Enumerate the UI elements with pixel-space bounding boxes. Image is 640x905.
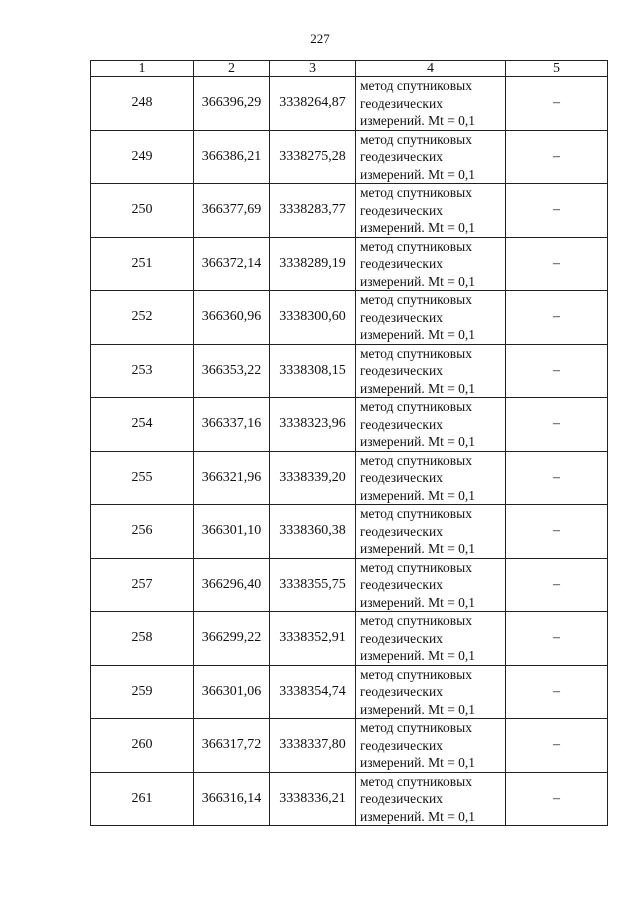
y-coordinate-cell: 3338336,21	[270, 772, 356, 826]
note-cell: –	[506, 558, 608, 612]
x-coordinate-cell: 366321,96	[194, 451, 270, 505]
table-row	[91, 184, 608, 238]
x-coordinate-cell: 366296,40	[194, 558, 270, 612]
method-cell	[356, 291, 506, 345]
method-text-line: метод спутниковых	[360, 238, 472, 254]
method-text-line: геодезических	[360, 202, 443, 218]
method-text-line: метод спутниковых	[360, 773, 472, 789]
method-text-line: геодезических	[360, 737, 443, 753]
method-cell	[356, 665, 506, 719]
header-col-4: 4	[356, 61, 506, 77]
y-coordinate-cell: 3338283,77	[270, 184, 356, 238]
table-row	[91, 344, 608, 398]
point-number-cell: 259	[91, 665, 194, 719]
note-cell: –	[506, 77, 608, 131]
x-coordinate-cell: 366301,10	[194, 505, 270, 559]
table-row	[91, 612, 608, 666]
table-row	[91, 505, 608, 559]
method-text-line: измерений. Mt = 0,1	[360, 755, 476, 770]
method-text-line: метод спутниковых	[360, 666, 472, 682]
point-number-cell: 249	[91, 130, 194, 184]
method-text-line: метод спутниковых	[360, 506, 472, 521]
method-text-line: геодезических	[360, 791, 443, 806]
method-text-line: геодезических	[360, 416, 443, 432]
method-text-line: метод спутниковых	[360, 345, 472, 361]
method-cell	[356, 719, 506, 773]
table-body	[91, 77, 608, 826]
method-text-line: измерений. Mt = 0,1	[360, 487, 476, 503]
method-cell	[356, 130, 506, 184]
note-cell: –	[506, 237, 608, 291]
y-coordinate-cell: 3338339,20	[270, 451, 356, 505]
y-coordinate-cell: 3338264,87	[270, 77, 356, 131]
method-text-line: метод спутниковых	[360, 613, 472, 628]
y-coordinate-cell: 3338355,75	[270, 558, 356, 612]
method-cell	[356, 612, 506, 666]
x-coordinate-cell: 366299,22	[194, 612, 270, 666]
method-text-line: метод спутниковых	[360, 292, 472, 307]
x-coordinate-cell: 366396,29	[194, 77, 270, 131]
point-number-cell: 257	[91, 558, 194, 612]
method-text-line: геодезических	[360, 363, 443, 378]
point-number-cell: 253	[91, 344, 194, 398]
point-number-cell: 251	[91, 237, 194, 291]
method-cell	[356, 505, 506, 559]
table-row	[91, 237, 608, 291]
method-cell	[356, 344, 506, 398]
y-coordinate-cell: 3338323,96	[270, 398, 356, 452]
y-coordinate-cell: 3338352,91	[270, 612, 356, 666]
point-number-cell: 254	[91, 398, 194, 452]
method-text-line: геодезических	[360, 630, 443, 646]
header-col-5: 5	[506, 61, 608, 77]
method-text-line: геодезических	[360, 684, 443, 699]
table-row	[91, 77, 608, 131]
method-text-line: геодезических	[360, 95, 443, 111]
note-cell: –	[506, 398, 608, 452]
y-coordinate-cell: 3338308,15	[270, 344, 356, 398]
point-number-cell: 250	[91, 184, 194, 238]
point-number-cell: 260	[91, 719, 194, 773]
x-coordinate-cell: 366360,96	[194, 291, 270, 345]
method-cell	[356, 237, 506, 291]
note-cell: –	[506, 130, 608, 184]
coordinates-table	[90, 60, 608, 826]
header-col-2: 2	[194, 61, 270, 77]
note-cell: –	[506, 719, 608, 773]
note-cell: –	[506, 665, 608, 719]
y-coordinate-cell: 3338354,74	[270, 665, 356, 719]
y-coordinate-cell: 3338289,19	[270, 237, 356, 291]
x-coordinate-cell: 366386,21	[194, 130, 270, 184]
point-number-cell: 248	[91, 77, 194, 131]
header-col-3: 3	[270, 61, 356, 77]
header-row	[91, 61, 608, 77]
y-coordinate-cell: 3338360,38	[270, 505, 356, 559]
note-cell: –	[506, 505, 608, 559]
method-cell	[356, 398, 506, 452]
table-row	[91, 451, 608, 505]
x-coordinate-cell: 366372,14	[194, 237, 270, 291]
method-text-line: измерений. Mt = 0,1	[360, 220, 476, 235]
note-cell: –	[506, 451, 608, 505]
page-number: 227	[310, 31, 330, 46]
method-cell	[356, 77, 506, 131]
method-text-line: геодезических	[360, 470, 443, 485]
point-number-cell: 256	[91, 505, 194, 559]
table-row	[91, 291, 608, 345]
method-cell	[356, 184, 506, 238]
method-text-line: геодезических	[360, 149, 443, 164]
method-cell	[356, 772, 506, 826]
table-row	[91, 772, 608, 826]
method-text-line: метод спутниковых	[360, 720, 472, 735]
method-text-line: измерений. Mt = 0,1	[360, 166, 476, 182]
method-text-line: измерений. Mt = 0,1	[360, 113, 476, 128]
method-cell	[356, 451, 506, 505]
y-coordinate-cell: 3338337,80	[270, 719, 356, 773]
x-coordinate-cell: 366337,16	[194, 398, 270, 452]
note-cell: –	[506, 184, 608, 238]
method-text-line: метод спутниковых	[360, 399, 472, 414]
table-row	[91, 558, 608, 612]
y-coordinate-cell: 3338300,60	[270, 291, 356, 345]
note-cell: –	[506, 291, 608, 345]
method-text-line: измерений. Mt = 0,1	[360, 273, 476, 289]
method-text-line: метод спутниковых	[360, 185, 472, 200]
method-text-line: геодезических	[360, 256, 443, 271]
point-number-cell: 255	[91, 451, 194, 505]
method-text-line: измерений. Mt = 0,1	[360, 380, 476, 396]
method-text-line: измерений. Mt = 0,1	[360, 327, 476, 342]
x-coordinate-cell: 366317,72	[194, 719, 270, 773]
method-text-line: измерений. Mt = 0,1	[360, 701, 476, 717]
method-text-line: метод спутниковых	[360, 131, 472, 147]
method-text-line: измерений. Mt = 0,1	[360, 434, 476, 449]
y-coordinate-cell: 3338275,28	[270, 130, 356, 184]
table-row	[91, 398, 608, 452]
method-text-line: геодезических	[360, 577, 443, 592]
table-row	[91, 130, 608, 184]
method-text-line: геодезических	[360, 523, 443, 539]
method-text-line: измерений. Mt = 0,1	[360, 808, 476, 824]
method-text-line: измерений. Mt = 0,1	[360, 648, 476, 663]
x-coordinate-cell: 366353,22	[194, 344, 270, 398]
method-text-line: метод спутниковых	[360, 559, 472, 575]
table-row	[91, 665, 608, 719]
x-coordinate-cell: 366316,14	[194, 772, 270, 826]
x-coordinate-cell: 366301,06	[194, 665, 270, 719]
method-text-line: метод спутниковых	[360, 452, 472, 468]
method-text-line: геодезических	[360, 309, 443, 325]
note-cell: –	[506, 612, 608, 666]
method-text-line: метод спутниковых	[360, 78, 472, 93]
point-number-cell: 261	[91, 772, 194, 826]
note-cell: –	[506, 344, 608, 398]
method-cell	[356, 558, 506, 612]
point-number-cell: 252	[91, 291, 194, 345]
header-col-1: 1	[91, 61, 194, 77]
x-coordinate-cell: 366377,69	[194, 184, 270, 238]
note-cell: –	[506, 772, 608, 826]
table-header	[91, 61, 608, 77]
table-row	[91, 719, 608, 773]
method-text-line: измерений. Mt = 0,1	[360, 594, 476, 610]
method-text-line: измерений. Mt = 0,1	[360, 541, 476, 556]
point-number-cell: 258	[91, 612, 194, 666]
